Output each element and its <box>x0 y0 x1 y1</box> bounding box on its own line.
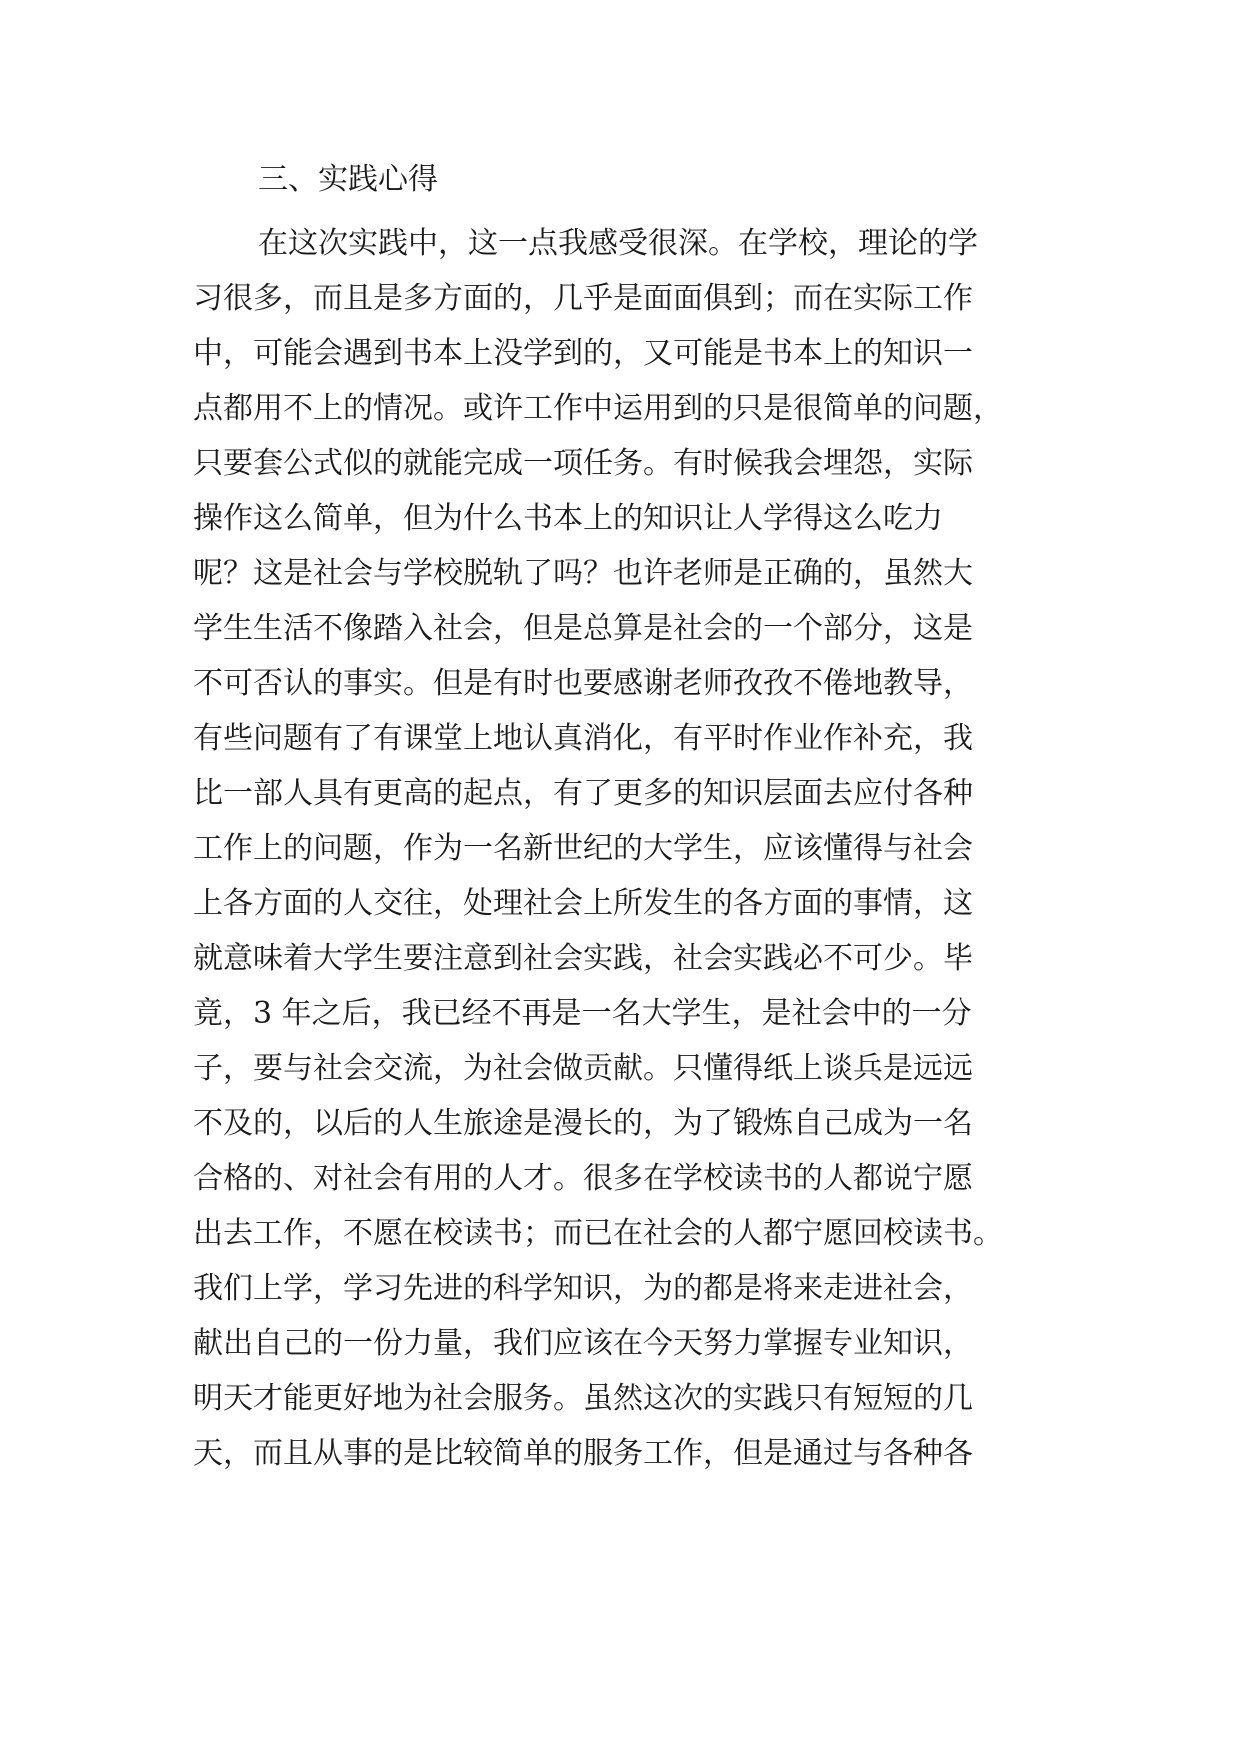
paragraph-line: 就意味着大学生要注意到社会实践，社会实践必不可少。毕 <box>193 941 973 976</box>
paragraph-line: 学生生活不像踏入社会，但是总算是社会的一个部分，这是 <box>193 611 973 646</box>
paragraph-line: 天，而且从事的是比较简单的服务工作，但是通过与各种各 <box>193 1436 973 1471</box>
paragraph-line: 明天才能更好地为社会服务。虽然这次的实践只有短短的几 <box>193 1381 973 1416</box>
paragraph-line: 有些问题有了有课堂上地认真消化，有平时作业作补充，我 <box>193 721 973 756</box>
paragraph-line: 只要套公式似的就能完成一项任务。有时候我会埋怨，实际 <box>193 446 973 481</box>
paragraph-line: 工作上的问题，作为一名新世纪的大学生，应该懂得与社会 <box>193 831 973 866</box>
paragraph-line: 点都用不上的情况。或许工作中运用到的只是很简单的问题， <box>193 391 1003 426</box>
paragraph-line: 子，要与社会交流，为社会做贡献。只懂得纸上谈兵是远远 <box>193 1051 973 1086</box>
paragraph-line: 献出自己的一份力量，我们应该在今天努力掌握专业知识， <box>193 1326 973 1361</box>
paragraph-line: 上各方面的人交往，处理社会上所发生的各方面的事情，这 <box>193 886 973 921</box>
section-heading: 三、实践心得 <box>258 162 438 197</box>
paragraph-line: 合格的、对社会有用的人才。很多在学校读书的人都说宁愿 <box>193 1161 973 1196</box>
paragraph-line: 中，可能会遇到书本上没学到的，又可能是书本上的知识一 <box>193 336 973 371</box>
paragraph-line: 出去工作，不愿在校读书；而已在社会的人都宁愿回校读书。 <box>193 1216 1003 1251</box>
paragraph-line: 操作这么简单，但为什么书本上的知识让人学得这么吃力 <box>193 501 943 536</box>
paragraph-line: 习很多，而且是多方面的，几乎是面面俱到；而在实际工作 <box>193 281 973 316</box>
paragraph-line: 比一部人具有更高的起点，有了更多的知识层面去应付各种 <box>193 776 973 811</box>
paragraph-line: 呢？这是社会与学校脱轨了吗？也许老师是正确的，虽然大 <box>193 556 973 591</box>
paragraph-line: 不及的，以后的人生旅途是漫长的，为了锻炼自己成为一名 <box>193 1106 973 1141</box>
paragraph-line: 不可否认的事实。但是有时也要感谢老师孜孜不倦地教导， <box>193 666 973 701</box>
paragraph-line: 在这次实践中，这一点我感受很深。在学校，理论的学 <box>258 226 978 261</box>
paragraph-line: 我们上学，学习先进的科学知识，为的都是将来走进社会， <box>193 1271 973 1306</box>
paragraph-line: 竟，3 年之后，我已经不再是一名大学生，是社会中的一分 <box>193 996 972 1031</box>
